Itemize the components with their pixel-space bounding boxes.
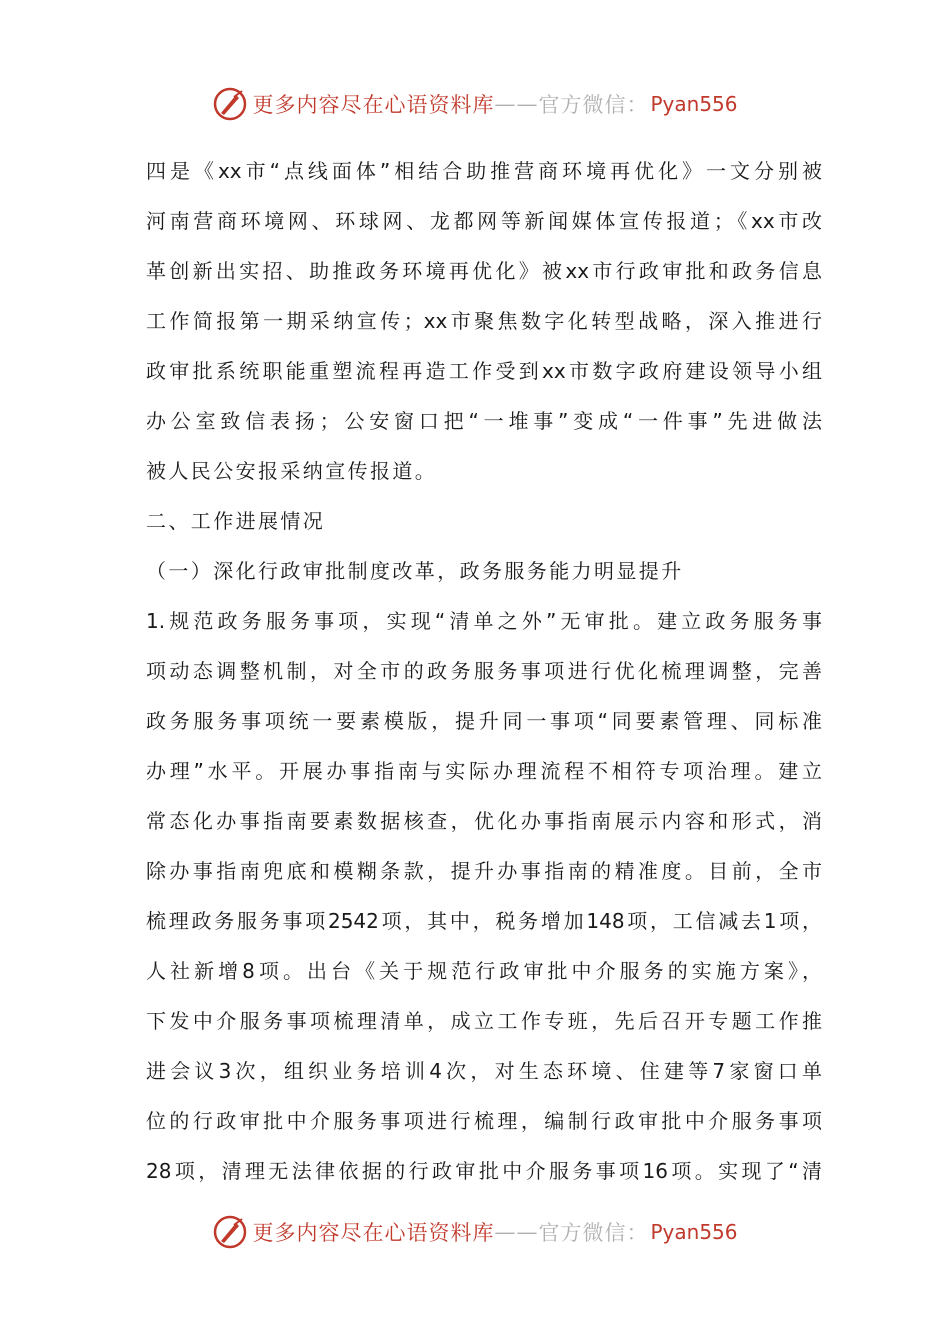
body-line-4: 工作简报第一期采纳宣传；xx市聚焦数字化转型战略，深入推进行 — [146, 309, 822, 333]
section-heading: 二、工作进展情况 — [146, 509, 326, 533]
quill-logo-icon — [212, 86, 248, 122]
header-wechat-id: Pyan556 — [650, 92, 738, 116]
body-line-2: 河南营商环境网、环球网、龙都网等新闻媒体宣传报道；《xx市改 — [146, 209, 822, 233]
body-line-14: 常态化办事指南要素数据核查，优化办事指南展示内容和形式，消 — [146, 809, 822, 833]
body-line-21: 28项，清理无法律依据的行政审批中介服务事项16项。实现了“清 — [146, 1159, 822, 1183]
header-wechat-label: 官方微信： — [538, 93, 649, 117]
footer-dash: —— — [494, 1220, 539, 1244]
body-line-17: 人社新增8项。出台《关于规范行政审批中介服务的实施方案》， — [146, 959, 822, 983]
footer-watermark-banner — [0, 1212, 950, 1252]
body-line-20: 位的行政审批中介服务事项进行梳理，编制行政审批中介服务事项 — [146, 1109, 822, 1133]
body-line-5: 政审批系统职能重塑流程再造工作受到xx市数字政府建设领导小组 — [146, 359, 822, 383]
footer-wechat-label: 官方微信： — [538, 1221, 649, 1245]
body-line-19: 进会议3次，组织业务培训4次，对生态环境、住建等7家窗口单 — [146, 1059, 822, 1083]
header-site-text: 更多内容尽在心语资料库 — [252, 93, 495, 117]
body-line-1: 四是《xx市“点线面体”相结合助推营商环境再优化》一文分别被 — [146, 159, 822, 183]
quill-logo-icon — [212, 1214, 248, 1250]
footer-wechat-id: Pyan556 — [650, 1220, 738, 1244]
body-line-15: 除办事指南兜底和模糊条款，提升办事指南的精准度。目前，全市 — [146, 859, 822, 883]
header-watermark-banner — [0, 84, 950, 124]
body-line-11: 项动态调整机制，对全市的政务服务事项进行优化梳理调整，完善 — [146, 659, 822, 683]
subsection-heading: （一）深化行政审批制度改革，政务服务能力明显提升 — [146, 559, 684, 583]
body-line-7: 被人民公安报采纳宣传报道。 — [146, 459, 438, 483]
body-line-10: 1.规范政务服务事项，实现“清单之外”无审批。建立政务服务事 — [146, 609, 822, 633]
header-dash: —— — [494, 92, 539, 116]
body-line-13: 办理”水平。开展办事指南与实际办理流程不相符专项治理。建立 — [146, 759, 822, 783]
body-line-6: 办公室致信表扬；公安窗口把“一堆事”变成“一件事”先进做法 — [146, 409, 822, 433]
body-line-16: 梳理政务服务事项2542项，其中，税务增加148项，工信减去1项， — [146, 909, 822, 933]
body-line-18: 下发中介服务事项梳理清单，成立工作专班，先后召开专题工作推 — [146, 1009, 822, 1033]
body-line-3: 革创新出实招、助推政务环境再优化》被xx市行政审批和政务信息 — [146, 259, 822, 283]
document-body — [146, 146, 822, 1196]
footer-site-text: 更多内容尽在心语资料库 — [252, 1221, 495, 1245]
body-line-12: 政务服务事项统一要素模版，提升同一事项“同要素管理、同标准 — [146, 709, 822, 733]
